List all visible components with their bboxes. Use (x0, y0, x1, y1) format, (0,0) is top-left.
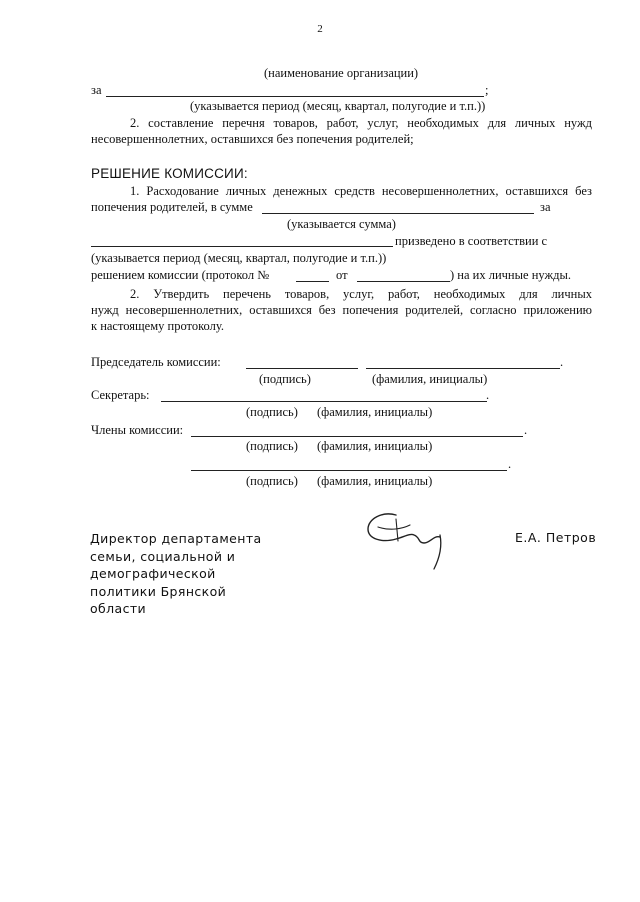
decision-heading: РЕШЕНИЕ КОМИССИИ: (91, 166, 248, 181)
members-extra-end: . (508, 457, 512, 471)
chair-name-field-line (366, 368, 560, 369)
chair-sign-field-line (246, 368, 358, 369)
member1-name-caption: (фамилия, инициалы) (317, 439, 433, 453)
protocol-from: от (336, 268, 348, 282)
secretary-name-caption: (фамилия, инициалы) (317, 405, 433, 419)
decision-period-caption: (указывается период (месяц, квартал, полугодие и т.п.)) (91, 251, 387, 265)
secretary-sign-caption: (подпись) (246, 405, 298, 419)
member1-sign-caption: (подпись) (246, 439, 298, 453)
decision-p1-line2-prefix: попечения родителей, в сумме (91, 200, 253, 214)
protocol-date-field-line (357, 281, 450, 282)
sum-caption: (указывается сумма) (287, 217, 396, 231)
handwritten-signature (360, 505, 460, 575)
period-caption: (указывается период (месяц, квартал, полугодие и т.п.)) (190, 99, 486, 113)
secretary-field-line (161, 401, 487, 402)
chair-name-caption: (фамилия, инициалы) (372, 372, 488, 386)
sum-field-line (262, 213, 534, 214)
director-name: Е.А. Петров (515, 530, 597, 545)
protocol-number-field-line (296, 281, 329, 282)
decision-p1-line1: 1. Расходование личных денежных средств несовершеннолетних, оставшихся без (130, 184, 592, 198)
produced-text: призведено в соответствии с (395, 234, 548, 248)
decision-p2-line1: 2. Утвердить перечень товаров, услуг, работ, необходимых для личных (130, 287, 592, 301)
item2-line2: несовершеннолетних, оставшихся без попечения родителей; (91, 132, 414, 146)
produced-period-field-line (91, 246, 393, 247)
protocol-suffix: ) на их личные нужды. (450, 268, 571, 282)
members-end: . (524, 423, 528, 437)
period-end: ; (485, 83, 489, 97)
protocol-prefix: решением комиссии (протокол № (91, 268, 270, 282)
secretary-label: Секретарь: (91, 388, 150, 402)
member2-name-caption: (фамилия, инициалы) (317, 474, 433, 488)
item2-line1: 2. составление перечня товаров, работ, услуг, необходимых для личных нужд (130, 116, 592, 130)
period-field-line (106, 96, 484, 97)
chair-sign-caption: (подпись) (259, 372, 311, 386)
decision-p2-line2: нужд несовершеннолетних, оставшихся без попечения родителей, согласно приложению (91, 303, 592, 317)
secretary-end: . (486, 388, 490, 402)
member2-sign-caption: (подпись) (246, 474, 298, 488)
org-name-caption: (наименование организации) (264, 66, 419, 80)
period-prefix: за (91, 83, 102, 97)
members-label: Члены комиссии: (91, 423, 184, 437)
chair-label: Председатель комиссии: (91, 355, 221, 369)
decision-p1-line2-suffix: за (540, 200, 551, 214)
page-number: 2 (317, 23, 323, 35)
director-title: Директор департамента семьи, социальной и демографической политики Брянской области (90, 531, 262, 616)
chair-end: . (560, 355, 564, 369)
members-field-line-1 (191, 436, 523, 437)
decision-p2-line3: к настоящему протоколу. (91, 319, 224, 333)
members-field-line-2 (191, 470, 507, 471)
